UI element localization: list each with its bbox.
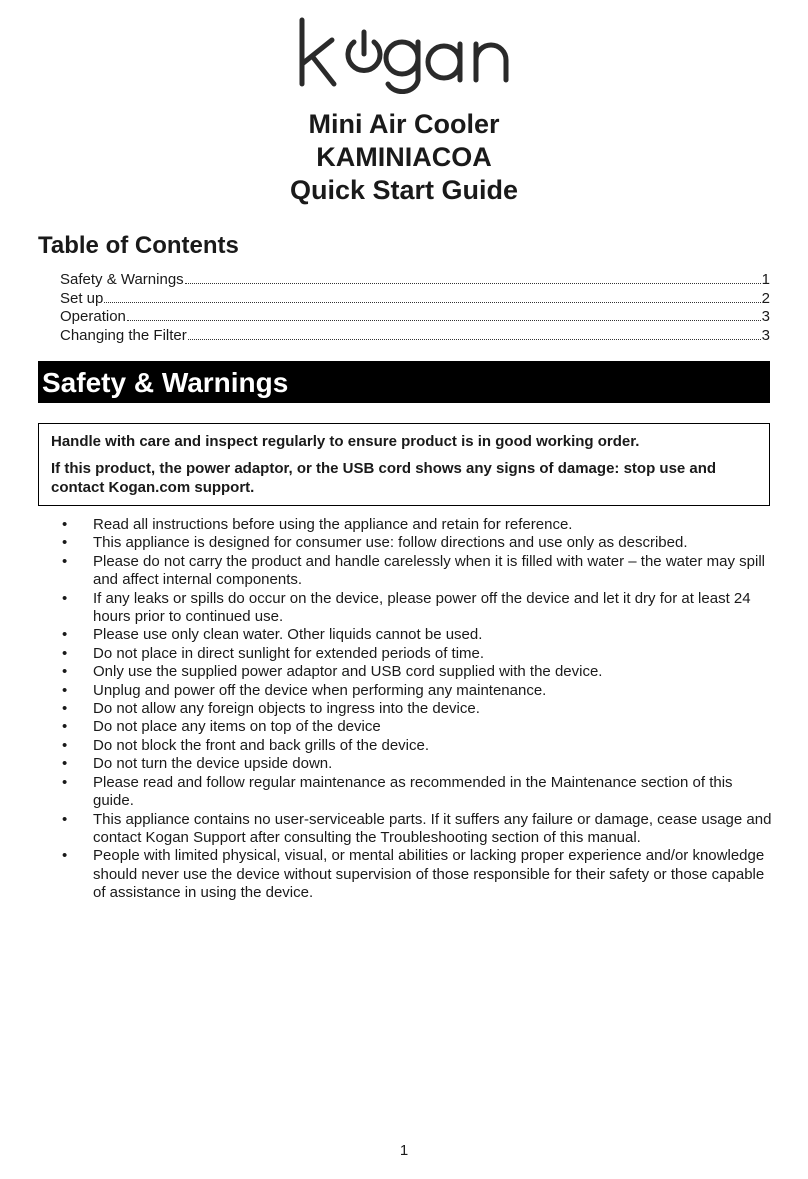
toc-entry-page: 1 bbox=[761, 271, 770, 288]
warning-text: If this product, the power adaptor, or the USB cord shows any signs of damage: stop use and contact Kogan.com support. bbox=[51, 460, 717, 496]
list-item bbox=[60, 553, 772, 590]
toc-entry[interactable] bbox=[60, 308, 770, 327]
list-item-text: Only use the supplied power adaptor and USB cord supplied with the device. bbox=[93, 663, 603, 681]
list-item-text: Do not place any items on top of the device bbox=[93, 718, 381, 736]
bullet-icon: • bbox=[62, 847, 68, 865]
bullet-icon: • bbox=[62, 552, 68, 570]
bullet-icon: • bbox=[62, 644, 68, 662]
bullet-icon: • bbox=[62, 700, 68, 718]
kogan-logo-mark bbox=[294, 14, 514, 94]
list-item bbox=[60, 718, 772, 736]
list-item bbox=[60, 811, 772, 848]
toc-entry-title: Operation bbox=[60, 308, 126, 325]
toc-entry-title: Safety & Warnings bbox=[60, 271, 184, 288]
kogan-logo bbox=[0, 14, 808, 99]
list-item bbox=[60, 700, 772, 718]
document-title bbox=[0, 108, 808, 207]
bullet-icon: • bbox=[62, 626, 68, 644]
toc-entry[interactable] bbox=[60, 290, 770, 309]
list-item bbox=[60, 774, 772, 811]
list-item-text: This appliance is designed for consumer use: follow directions and use only as described. bbox=[93, 534, 688, 552]
bullet-icon: • bbox=[62, 773, 68, 791]
bullet-icon: • bbox=[62, 681, 68, 699]
list-item-text: People with limited physical, visual, or mental abilities or lacking proper experience and/or knowledge should never use the device without supervision of those responsible for their safety or those capable of assistance in using the device. bbox=[93, 847, 765, 902]
bullet-icon: • bbox=[62, 736, 68, 754]
bullet-icon: • bbox=[62, 755, 68, 773]
toc-entry-page: 3 bbox=[761, 308, 770, 325]
list-item bbox=[60, 590, 772, 627]
table-of-contents bbox=[60, 271, 770, 345]
list-item bbox=[60, 682, 772, 700]
list-item-text: Read all instructions before using the appliance and retain for reference. bbox=[93, 516, 573, 533]
toc-leader bbox=[127, 320, 761, 321]
warning-text: Handle with care and inspect regularly to ensure product is in good working order. bbox=[51, 433, 640, 450]
list-item bbox=[60, 847, 772, 902]
list-item-text: This appliance contains no user-serviceable parts. If it suffers any failure or damage, cease usage and contact Kogan Support after consulting the Troubleshooting section of this manual. bbox=[93, 810, 772, 846]
toc-leader bbox=[104, 302, 760, 303]
warning-box bbox=[38, 423, 770, 506]
list-item bbox=[60, 626, 772, 644]
list-item-text: Unplug and power off the device when performing any maintenance. bbox=[93, 681, 547, 699]
list-item-text: If any leaks or spills do occur on the device, please power off the device and let it dry for at least 24 hours prior to continued use. bbox=[93, 589, 751, 626]
toc-entry-page: 2 bbox=[761, 289, 770, 307]
section-title: Safety & Warnings bbox=[42, 367, 289, 398]
list-item-text: Please read and follow regular maintenance as recommended in the Maintenance section of this guide. bbox=[93, 773, 733, 810]
bullet-icon: • bbox=[62, 663, 68, 681]
list-item bbox=[60, 534, 772, 552]
list-item bbox=[60, 516, 772, 534]
toc-leader bbox=[185, 283, 761, 284]
list-item-text: Do not turn the device upside down. bbox=[93, 755, 333, 773]
toc-entry-title: Set up bbox=[60, 289, 104, 307]
list-item-text: Do not place in direct sunlight for extended periods of time. bbox=[93, 644, 485, 662]
list-item bbox=[60, 663, 772, 681]
list-item-text: Do not block the front and back grills of the device. bbox=[93, 736, 430, 754]
safety-bullet-list bbox=[60, 516, 772, 903]
list-item bbox=[60, 755, 772, 773]
title-product: Mini Air Cooler bbox=[308, 109, 500, 139]
bullet-icon: • bbox=[62, 589, 68, 607]
bullet-icon: • bbox=[62, 534, 68, 552]
toc-leader bbox=[188, 339, 761, 340]
toc-entry[interactable] bbox=[60, 271, 770, 290]
title-model: KAMINIACOA bbox=[316, 142, 492, 172]
section-header-safety bbox=[38, 361, 770, 403]
toc-heading: Table of Contents bbox=[38, 232, 239, 259]
list-item bbox=[60, 645, 772, 663]
bullet-icon: • bbox=[62, 516, 68, 533]
toc-entry-title: Changing the Filter bbox=[60, 326, 187, 344]
list-item-text: Please use only clean water. Other liquids cannot be used. bbox=[93, 626, 483, 644]
list-item-text: Please do not carry the product and handle carelessly when it is filled with water – the water may spill and affect internal components. bbox=[93, 552, 766, 589]
title-guide: Quick Start Guide bbox=[289, 175, 519, 205]
list-item-text: Do not allow any foreign objects to ingress into the device. bbox=[93, 700, 480, 718]
page-number: 1 bbox=[399, 1142, 409, 1159]
list-item bbox=[60, 737, 772, 755]
bullet-icon: • bbox=[62, 810, 68, 828]
bullet-icon: • bbox=[62, 718, 68, 736]
toc-entry[interactable] bbox=[60, 327, 770, 346]
toc-entry-page: 3 bbox=[761, 326, 770, 344]
